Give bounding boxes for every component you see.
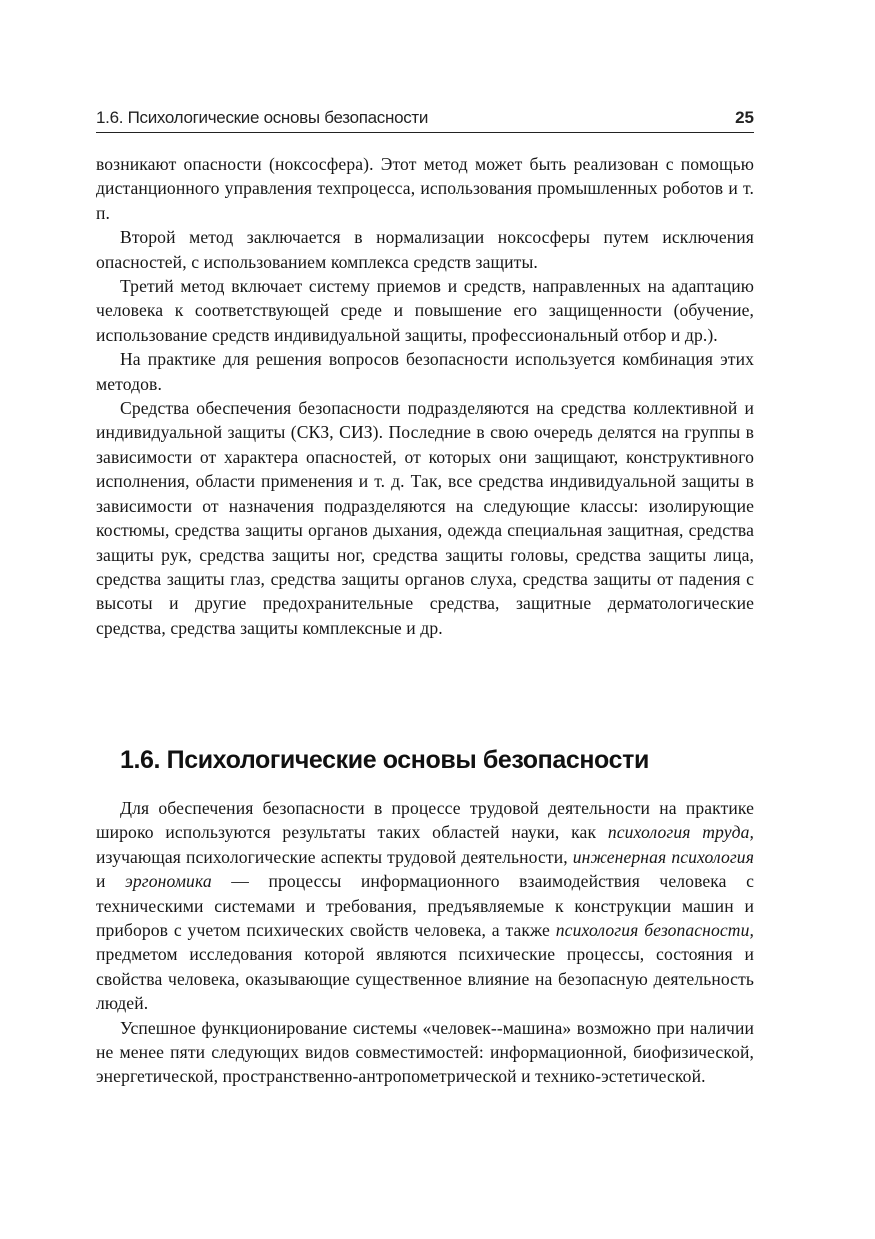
body-text-section (96, 796, 754, 1089)
paragraph-second-method: Второй метод заключается в нормализации ноксосферы путем исключения опасностей, с использованием комплекса средств защиты. (96, 227, 754, 272)
paragraph-third-method: Третий метод включает систему приемов и средств, направленных на адаптацию человека к соответствующей среде и повышение его защищенности (обучение, использование средств индивидуальной защиты, профессиональный отбор и др.). (96, 276, 754, 345)
running-head-title: 1.6. Психологические основы безопасности (96, 108, 429, 127)
running-head (96, 104, 754, 133)
paragraph-practice: На практике для решения вопросов безопасности используется комбинация этих методов. (96, 349, 754, 394)
text-run: — процессы информационного взаимодействия человека с техническими системами и требования, предъявляемые к конструкции машин и приборов с учетом психических свойств человека, а также (96, 871, 754, 941)
paragraph-psychology-fields (96, 796, 754, 1016)
text-run: и (96, 871, 126, 892)
emphasis-term: психология безопасности, (555, 920, 754, 941)
emphasis-term: инженерная психология (572, 846, 754, 867)
emphasis-term: психология труда, (607, 822, 754, 843)
section-heading: 1.6. Психологические основы безопасности (120, 746, 649, 774)
body-text-top (96, 152, 754, 640)
text-run: изучающая психологические аспекты трудовой деятельности, (96, 846, 573, 867)
page-number: 25 (735, 108, 754, 127)
emphasis-term: эргономика (125, 871, 212, 892)
paragraph-compatibility: Успешное функционирование системы «человек--машина» возможно при наличии не менее пяти следующих видов совместимостей: информационной, биофизической, энергетической, пространственно-антропометрической и технико-эстетической. (96, 1017, 754, 1087)
paragraph-protection-means: Средства обеспечения безопасности подразделяются на средства коллективной и индивидуальной защиты (СКЗ, СИЗ). Последние в свою очередь делятся на группы в зависимости от характера опасностей, от которых они защищают, конструктивного исполнения, области применения и т. д. Так, все средства индивидуальной защиты в зависимости от назначения подразделяются на следующие классы: изолирующие костюмы, средства защиты органов дыхания, одежда специальная защитная, средства защиты рук, средства защиты ног, средства защиты головы, средства защиты лица, средства защиты глаз, средства защиты органов слуха, средства защиты от падения с высоты и другие предохранительные средства, защитные дерматологические средства, средства защиты комплексные и др. (96, 398, 754, 638)
text-run: предметом исследования которой являются психические процессы, состояния и свойства человека, оказывающие существенное влияние на безопасную деятельность людей. (96, 944, 754, 1014)
text-run: Для обеспечения безопасности в процессе трудовой деятельности на практике широко используются результаты таких областей науки, как (96, 798, 754, 843)
paragraph-continued: возникают опасности (ноксосфера). Этот метод может быть реализован с помощью дистанционного управления техпроцесса, использования промышленных роботов и т. п. (96, 154, 754, 223)
